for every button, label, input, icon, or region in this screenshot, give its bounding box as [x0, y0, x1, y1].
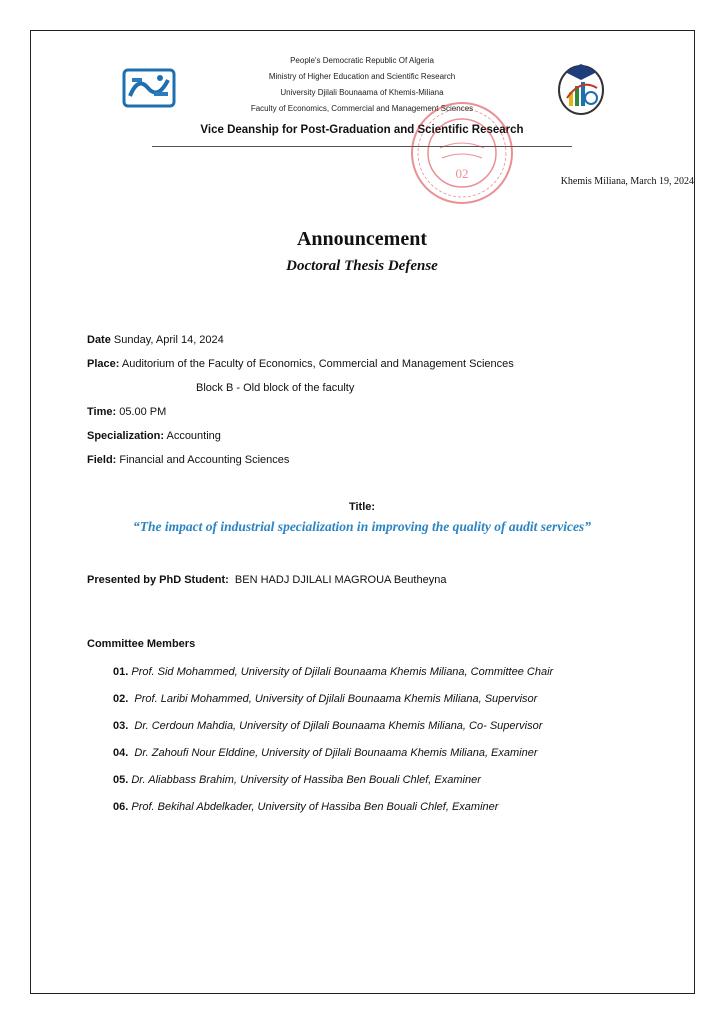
date-label: Date — [87, 334, 111, 346]
place-value: Auditorium of the Faculty of Economics, Commercial and Management Sciences — [119, 358, 514, 370]
committee-heading: Committee Members — [87, 638, 196, 650]
student-row — [87, 574, 446, 586]
thesis-title: “The impact of industrial specialization in improving the quality of audit services” — [133, 519, 591, 534]
specialization-label: Specialization: — [87, 430, 165, 442]
field-row — [87, 454, 289, 466]
field-label: Field: — [87, 454, 117, 466]
date-value: Sunday, April 14, 2024 — [110, 334, 224, 346]
member-text: Dr. Cerdoun Mahdia, University of Djilali Bounaama Khemis Miliana, Co- Supervisor — [134, 720, 543, 732]
time-label: Time: — [87, 406, 117, 418]
member-number: 06. — [113, 801, 129, 813]
committee-heading-row — [87, 638, 195, 650]
specialization-value: Accounting — [164, 430, 221, 442]
student-label: Presented by PhD Student: — [87, 574, 229, 586]
specialization-row — [87, 430, 221, 442]
time-value: 05.00 PM — [116, 406, 167, 418]
vice-deanship-title: Vice Deanship for Post-Graduation and Scientific Research — [200, 124, 524, 136]
announcement-subheading: Doctoral Thesis Defense — [286, 258, 438, 274]
member-number: 05. — [113, 774, 129, 786]
committee-member — [113, 747, 538, 759]
member-text: Prof. Bekihal Abdelkader, University of Hassiba Ben Bouali Chlef, Examiner — [131, 801, 499, 813]
committee-member — [113, 693, 537, 705]
place-row-2 — [196, 382, 354, 394]
header-line-university: University Djilali Bounaama of Khemis-Miliana — [280, 88, 444, 97]
member-number: 01. — [113, 666, 129, 678]
thesis-title-label: Title: — [348, 501, 376, 513]
header-line-ministry: Ministry of Higher Education and Scientific Research — [268, 72, 456, 81]
member-number: 03. — [113, 720, 129, 732]
header-line-faculty: Faculty of Economics, Commercial and Management Sciences — [250, 104, 474, 113]
committee-member — [113, 720, 542, 732]
member-text: Dr. Zahoufi Nour Elddine, University of Djilali Bounaama Khemis Miliana, Examiner — [134, 747, 538, 759]
field-value: Financial and Accounting Sciences — [116, 454, 290, 466]
place-value-block: Block B - Old block of the faculty — [196, 382, 355, 394]
official-stamp — [400, 98, 524, 208]
committee-member — [113, 666, 553, 678]
header-line-republic: People's Democratic Republic Of Algeria — [290, 56, 434, 65]
member-number: 04. — [113, 747, 129, 759]
committee-member — [113, 774, 481, 786]
member-number: 02. — [113, 693, 129, 705]
member-text: Dr. Aliabbass Brahim, University of Hassiba Ben Bouali Chlef, Examiner — [131, 774, 481, 786]
committee-member — [113, 801, 498, 813]
student-name: BEN HADJ DJILALI MAGROUA Beutheyna — [234, 574, 447, 586]
place-row — [87, 358, 514, 370]
member-text: Prof. Sid Mohammed, University of Djilali Bounaama Khemis Miliana, Committee Chair — [131, 666, 554, 678]
member-text: Prof. Laribi Mohammed, University of Djilali Bounaama Khemis Miliana, Supervisor — [134, 693, 538, 705]
announcement-heading: Announcement — [296, 228, 427, 250]
stamp-number: 02 — [455, 166, 469, 181]
time-row — [87, 406, 166, 418]
date-place-line: Khemis Miliana, March 19, 2024 — [560, 176, 694, 187]
date-row — [87, 334, 224, 346]
place-label: Place: — [87, 358, 120, 370]
